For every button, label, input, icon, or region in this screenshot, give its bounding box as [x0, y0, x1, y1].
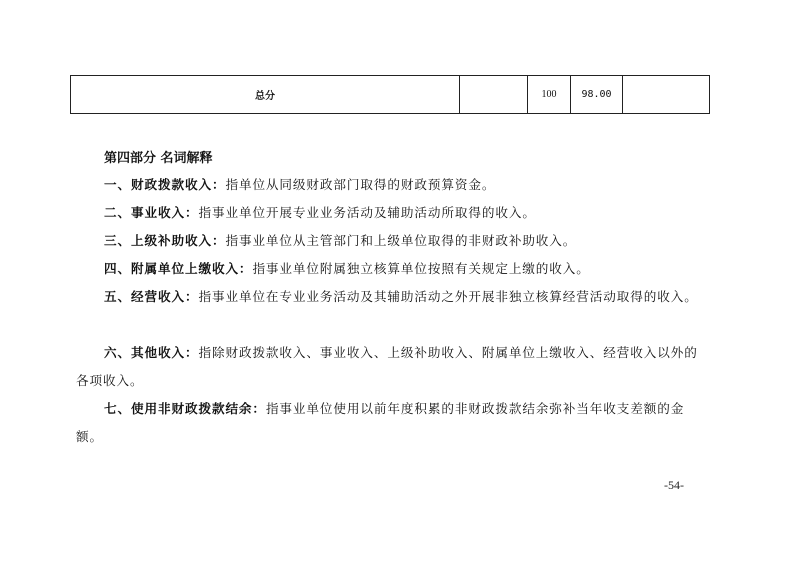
definition-text: 指事业单位从主管部门和上级单位取得的非财政补助收入。	[225, 233, 577, 248]
definition-term: 三、上级补助收入：	[104, 233, 226, 248]
definition-item	[76, 283, 704, 311]
definition-text: 指事业单位附属独立核算单位按照有关规定上缴的收入。	[252, 261, 590, 276]
definition-term: 五、经营收入：	[104, 289, 199, 304]
score-summary-table	[70, 75, 710, 114]
definition-text: 指事业单位使用以前年度积累的非财政拨款结余弥补当年收支差额的金额。	[76, 401, 685, 444]
table-row	[71, 76, 710, 114]
definition-item	[76, 255, 704, 283]
definition-item	[76, 339, 704, 395]
definition-item	[76, 199, 704, 227]
achieved-score-value: 98.00	[571, 76, 623, 114]
empty-cell	[460, 76, 528, 114]
definition-text: 指事业单位在专业业务活动及其辅助活动之外开展非独立核算经营活动取得的收入。	[198, 289, 698, 304]
section-heading: 第四部分 名词解释	[104, 151, 213, 166]
definition-text: 指单位从同级财政部门取得的财政预算资金。	[225, 177, 496, 192]
definition-text: 指事业单位开展专业业务活动及辅助活动所取得的收入。	[198, 205, 536, 220]
definition-term: 四、附属单位上缴收入：	[104, 261, 253, 276]
full-score-value: 100	[528, 76, 571, 114]
empty-cell	[623, 76, 710, 114]
definition-item	[76, 227, 704, 255]
definition-item	[76, 171, 704, 199]
total-score-label: 总分	[71, 76, 460, 114]
definition-term: 六、其他收入：	[104, 345, 199, 360]
definition-term: 二、事业收入：	[104, 205, 199, 220]
definition-term: 七、使用非财政拨款结余：	[104, 401, 266, 416]
definition-item	[76, 395, 704, 451]
page-number: -54-	[664, 478, 684, 492]
definition-text: 指除财政拨款收入、事业收入、上级补助收入、附属单位上缴收入、经营收入以外的各项收入。	[76, 345, 698, 388]
definition-term: 一、财政拨款收入：	[104, 177, 226, 192]
